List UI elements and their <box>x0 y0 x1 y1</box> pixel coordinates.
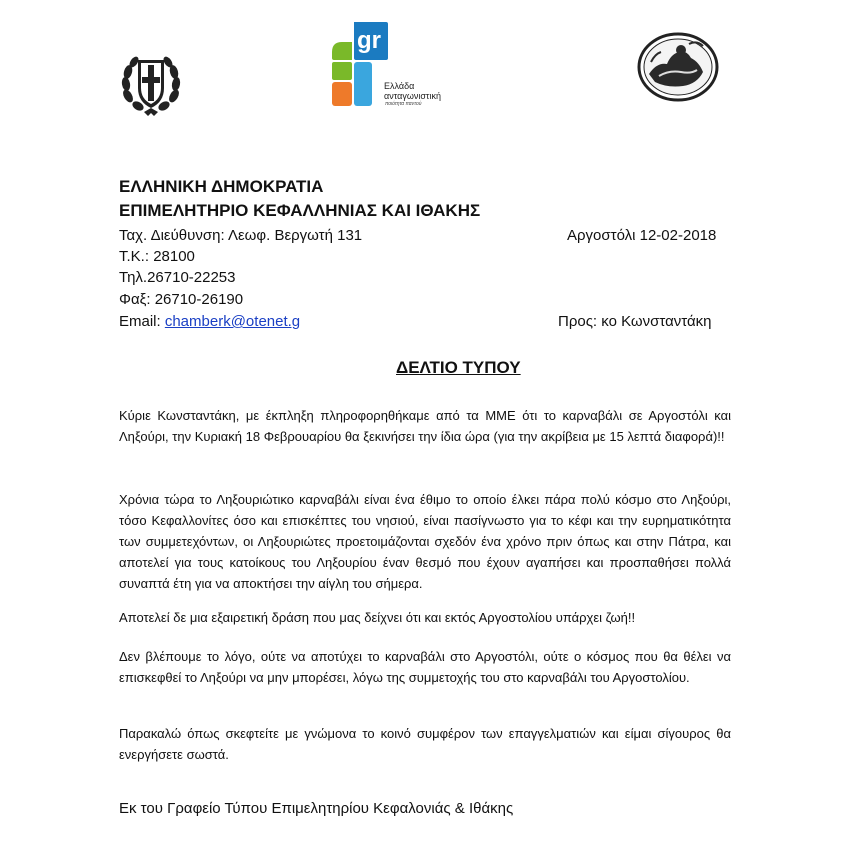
body-paragraph-4: Δεν βλέπουμε το λόγο, ούτε να αποτύχει το καρναβάλι στο Αργοστόλι, ούτε ο κόσμος που θα θέλει να επισκεφθεί το Ληξούρι να μην μπορέσει, λόγω της συμμετοχής του στο καρναβάλι του Αργοστολίου. <box>119 649 731 685</box>
chamber-seal-icon <box>637 32 719 102</box>
press-release-title: ΔΕΛΤΙΟ ΤΥΠΟΥ <box>396 358 521 377</box>
body-paragraph-3: Αποτελεί δε μια εξαιρετική δράση που μας δείχνει ότι και εκτός Αργοστολίου υπάρχει ζωή!! <box>119 610 636 625</box>
phone-number: Τηλ.26710-22253 <box>119 269 236 286</box>
org-name-line2: ΕΠΙΜΕΛΗΤΗΡΙΟ ΚΕΦΑΛΛΗΝΙΑΣ ΚΑΙ ΙΘΑΚΗΣ <box>119 201 481 220</box>
fax-number: Φαξ: 26710-26190 <box>119 291 244 308</box>
logo-caption-line1: Ελλάδα <box>384 81 415 91</box>
body-paragraph-5: Παρακαλώ όπως σκεφτείτε με γνώμονα το κοινό συμφέρον των επαγγελματιών και είμαι σίγουρος θα ενεργήσετε σωστά. <box>119 726 731 762</box>
svg-text:gr: gr <box>357 27 381 54</box>
postal-address: Ταχ. Διεύθυνση: Λεωφ. Βεργωτή 131 <box>119 227 363 244</box>
document-date: Αργοστόλι 12-02-2018 <box>567 227 717 244</box>
email-link[interactable]: chamberk@otenet.g <box>164 313 301 330</box>
logo-caption-line2: ανταγωνιστική <box>384 91 441 101</box>
org-name-line1: ΕΛΛΗΝΙΚΗ ΔΗΜΟΚΡΑΤΙΑ <box>119 177 324 196</box>
body-paragraph-1: Κύριε Κωνσταντάκη, με έκπληξη πληροφορηθήκαμε από τα ΜΜΕ ότι το καρναβάλι σε Αργοστόλι και Ληξούρι, την Κυριακή 18 Φεβρουαρίου θα ξεκινήσει την ίδια ώρα (για την ακρίβεια με 15 λεπτά διαφορά)!! <box>119 408 731 444</box>
email-line <box>119 313 300 331</box>
greek-coat-of-arms-icon <box>118 46 184 118</box>
body-paragraph-2: Χρόνια τώρα το Ληξουριώτικο καρναβάλι είναι ένα έθιμο το οποίο έλκει πάρα πολύ κόσμο στο Ληξούρι, τόσο Κεφαλλονίτες όσο και επισκέπτες του νησιού, είναι πασίγνωστο για το κέφι και την ευρηματικότητα των συμμετεχόντων, οι Ληξουριώτες προετοιμάζονται σχεδόν ένα χρόνο πριν όπως και στην Πάτρα, και αποτελεί για τους κατοίκους του Ληξουρίου έναν θεσμό που έχουν αγαπήσει και προσπαθήσει πολλά συναπτά έτη για να αποκτήσει την αίγλη του σήμερα. <box>119 492 731 591</box>
logo-caption-line3: ποιότητα παντού <box>385 101 422 107</box>
postal-code: Τ.Κ.: 28100 <box>119 248 195 265</box>
recipient: Προς: κο Κωνσταντάκη <box>558 313 712 330</box>
press-office-signature: Εκ του Γραφείο Τύπου Επιμελητηρίου Κεφαλονιάς & Ιθάκης <box>119 800 514 817</box>
email-label: Email: <box>119 313 165 330</box>
